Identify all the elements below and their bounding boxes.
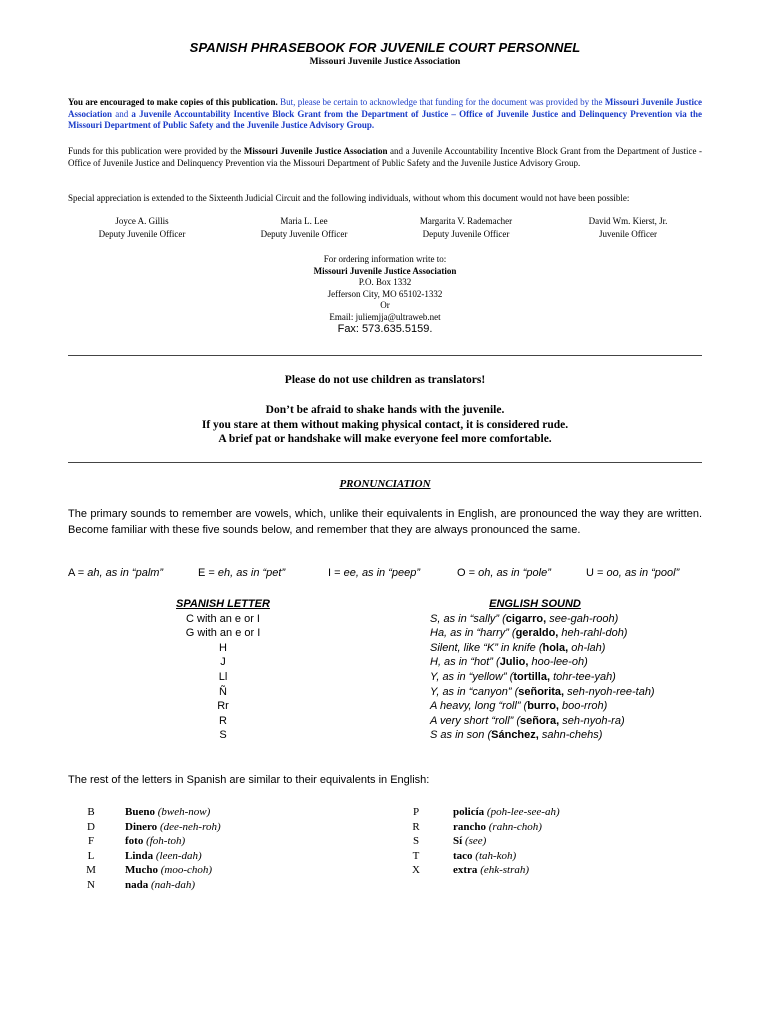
text-fragment: Sánchez, [491,729,539,742]
text-fragment: Linda [125,849,154,862]
sound-cell [430,670,710,685]
text-fragment: (ehk-strah) [477,864,530,877]
appreciation-paragraph: Special appreciation is extended to the Sixteenth Judicial Circuit and the following individuals, without whom this document would not have been possible: [68,193,630,203]
ordering-org: Missouri Juvenile Justice Association [313,265,457,276]
text-fragment: Sí [453,835,463,848]
text-fragment: tohr-tee-yah) [550,670,616,683]
text-fragment: geraldo, [515,627,559,640]
text-fragment: policía [453,806,485,818]
vowel-letter: E = [198,567,218,579]
text-fragment: taco [453,849,473,862]
sound-cell [430,714,710,729]
word-column-left [125,805,221,893]
word-letter: B [87,806,95,818]
word-letter: S [412,835,420,848]
column-header: ENGLISH SOUND [489,598,581,610]
text-fragment: Dinero [125,820,158,833]
vowel-item [198,567,285,579]
text-fragment: S as in son ( [430,729,492,742]
text-fragment: cigarro, [505,612,547,625]
contributor [391,215,541,240]
text-fragment: boo-rroh) [558,700,608,713]
word-letter: X [412,864,420,877]
word-letter: D [87,820,95,833]
english-sound-column [430,597,710,743]
text-fragment: señora, [520,714,560,727]
handshake-line: If you stare at them without making physical contact, it is considered rude. [201,418,569,431]
text-fragment: Julio, [499,656,529,669]
word-column-right [453,805,560,878]
contributor-role: Deputy Juvenile Officer [422,228,510,239]
text-fragment: rancho [453,820,486,833]
text-fragment: oh-lah) [568,641,606,654]
letter-cell: Ll [218,670,228,683]
spanish-letter-column [168,597,278,743]
text-fragment: Silent, like “K” in knife ( [430,641,543,654]
text-fragment: see-gah-rooh) [546,612,619,625]
vowel-sound: oo, as in “pool” [606,567,680,579]
letter-cell: R [219,714,227,727]
word-letter: R [412,820,420,833]
text-fragment: (foh-toh) [143,835,186,848]
vowel-letter: I = [328,567,344,579]
example-word [125,805,221,820]
example-word [453,820,560,835]
ordering-fax: Fax: 573.635.5159. [337,322,433,335]
ordering-intro: For ordering information write to: [323,254,447,264]
letter-cell: J [220,656,226,669]
funding-org: Missouri Juvenile Justice Association [243,146,388,156]
word-letter: P [412,806,420,818]
text-fragment: (poh-lee-see-ah) [484,806,560,818]
text-fragment: (bweh-now) [154,806,211,818]
ordering-city: Jefferson City, MO 65102-1332 [327,288,443,299]
contributor-name: Margarita V. Rademacher [419,216,513,226]
sound-cell [430,699,710,714]
text-fragment: (moo-choh) [158,864,213,877]
ordering-or: Or [380,300,390,311]
text-fragment: (see) [462,835,487,848]
divider [68,462,702,463]
text-fragment: hola, [542,641,569,654]
vowel-sound: oh, as in “pole” [478,567,551,579]
handshake-line: Don’t be afraid to shake hands with the juvenile. [265,404,505,416]
ordering-info [68,254,702,335]
text-fragment: tortilla, [513,670,551,683]
rest-letters-intro: The rest of the letters in Spanish are similar to their equivalents in English: [68,774,430,786]
text-fragment: A heavy, long “roll” ( [430,700,528,713]
text-fragment: hoo-lee-oh) [528,656,588,669]
copy-permission-paragraph [68,97,702,132]
text-fragment: Bueno [125,806,155,818]
vowel-item [586,567,679,579]
vowel-item [328,567,420,579]
sound-cell [430,655,710,670]
handshake-advice [68,403,702,447]
pronunciation-intro: The primary sounds to remember are vowels, which, unlike their equivalents in English, are pronounced the way they are written. Become familiar with these five sounds below, and remember that they are always pronounced the same. [68,508,702,536]
text-fragment: (rahn-choh) [486,820,542,833]
contributor-role: Deputy Juvenile Officer [98,228,186,239]
acknowledge-text: But, please be certain to acknowledge that funding for the document was provided by the [280,97,603,107]
example-word [125,849,221,864]
example-word [453,863,560,878]
word-letter: T [412,849,420,862]
contributor [229,215,379,240]
word-letter: F [87,835,95,848]
vowel-letter: U = [586,567,607,579]
sound-cell [430,612,710,627]
page-subtitle: Missouri Juvenile Justice Association [309,57,461,67]
text-fragment: foto [125,835,144,848]
example-word [453,834,560,849]
sound-cell [430,641,710,656]
handshake-line: A brief pat or handshake will make everyone feel more comfortable. [218,433,552,445]
text-fragment: burro, [527,700,559,713]
example-word [453,805,560,820]
contributor-role: Deputy Juvenile Officer [260,228,348,239]
sound-cell [430,728,710,743]
translator-warning: Please do not use children as translators! [284,374,486,386]
letter-column-right [401,805,431,878]
text-fragment: Y, as in “yellow” ( [430,670,514,683]
letter-column-left [76,805,106,893]
ordering-email[interactable]: Email: juliemjja@ultraweb.net [329,311,441,322]
contributor-role: Juvenile Officer [598,228,658,239]
example-word [125,878,221,893]
example-word [125,863,221,878]
letter-cell: H [219,641,227,654]
sound-cell [430,685,710,700]
acknowledge-org: Missouri Juvenile Justice Association [68,97,703,119]
vowel-letter: A = [68,567,88,579]
sound-cell [430,626,710,641]
contributor-name: Maria L. Lee [280,216,328,226]
vowel-sound: ah, as in “palm” [87,567,164,579]
page-title: SPANISH PHRASEBOOK FOR JUVENILE COURT PERSONNEL [189,40,581,55]
copy-lead: You are encouraged to make copies of this publication. [68,97,278,107]
text-fragment: (tah-koh) [472,849,517,862]
text-fragment: extra [453,864,478,877]
funding-paragraph [68,146,702,169]
funding-text-2: and a Juvenile Accountability Incentive Block Grant from the Department of Justice - Office of Juvenile Justice and Delinquency Prevention via the Missouri Department of Public Safety and the Juvenile Justice Advisory Group. [68,146,702,168]
vowel-sound: eh, as in “pet” [217,567,286,579]
vowel-item [457,567,551,579]
word-letter: L [87,849,95,862]
letter-cell: Rr [217,700,229,713]
text-fragment: señorita, [518,685,565,698]
contributor [553,215,703,240]
text-fragment: H, as in “hot” ( [430,656,500,669]
divider [68,355,702,356]
acknowledge-grant: a Juvenile Accountability Incentive Block Grant from the Department of Justice – Office of Juvenile Justice and Delinquency Prevention via the Missouri Department of Public Safety and the Juvenile Justice Advisory Group. [68,108,703,130]
letter-cell: G with an e or I [185,627,261,640]
text-fragment: (leen-dah) [153,849,202,862]
text-fragment: Mucho [125,864,158,877]
vowel-letter: O = [457,567,479,579]
example-word [125,820,221,835]
text-fragment: (dee-neh-roh) [157,820,221,833]
text-fragment: A very short “roll” ( [430,714,521,727]
column-header: SPANISH LETTER [176,598,270,610]
vowel-sound: ee, as in “peep” [343,567,421,579]
acknowledge-and: and [115,108,129,119]
word-letter: M [86,864,96,877]
letter-cell: S [219,729,227,742]
letter-cell: Ñ [219,685,227,698]
contributor [67,215,217,240]
contributor-name: David Wm. Kierst, Jr. [588,216,668,226]
text-fragment: seh-nyoh-ra) [559,714,625,727]
text-fragment: S, as in “sally” ( [430,612,506,625]
text-fragment: Ha, as in “harry” ( [430,627,516,640]
example-word [453,849,560,864]
text-fragment: seh-nyoh-ree-tah) [564,685,655,698]
text-fragment: heh-rahl-doh) [558,627,628,640]
section-heading: PRONUNCIATION [339,478,431,490]
text-fragment: Y, as in “canyon” ( [430,685,519,698]
text-fragment: (nah-dah) [148,878,195,891]
vowel-item [68,567,163,579]
example-word [125,834,221,849]
text-fragment: nada [125,878,149,891]
word-letter: N [87,878,95,891]
letter-cell: C with an e or I [186,612,260,625]
text-fragment: sahn-chehs) [538,729,603,742]
funding-text-1: Funds for this publication were provided by the [68,146,242,156]
ordering-box: P.O. Box 1332 [358,277,412,288]
contributor-name: Joyce A. Gillis [115,216,169,226]
